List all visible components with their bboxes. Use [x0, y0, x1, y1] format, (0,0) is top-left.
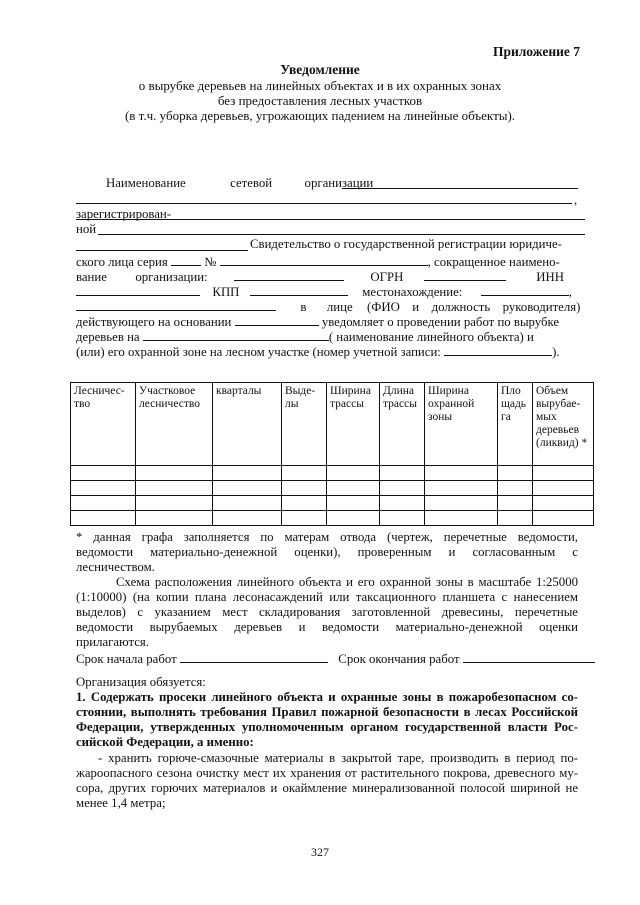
text: (или) его охранной зоне на лесном участке (номер учетной записи: — [76, 345, 441, 359]
basis-field[interactable] — [235, 312, 319, 326]
work-dates-line — [76, 649, 595, 667]
table-row[interactable] — [71, 466, 594, 481]
text: должность — [431, 300, 491, 314]
text: вание — [76, 270, 107, 284]
text: лице — [326, 300, 353, 314]
table-row[interactable] — [71, 511, 594, 526]
text: ). — [552, 345, 560, 359]
text: организации: — [135, 270, 208, 284]
appendix-label: Приложение 7 — [492, 44, 580, 59]
obligation-bold-4: сийской Федерации, а именно: — [76, 735, 254, 749]
registered-label-2: ной — [76, 222, 97, 236]
kpp-line: КПП местонахождение: , — [76, 282, 572, 300]
text: действующего на основании — [76, 315, 232, 329]
footnote-line-2: ведомости материально-денежной оценки), проверенным и согласованным с — [76, 545, 578, 559]
text: организации — [304, 176, 374, 190]
org-name-field-cont[interactable] — [76, 203, 572, 204]
text: ОГРН — [370, 270, 404, 284]
text: № — [204, 255, 217, 269]
text: (ФИО — [367, 300, 400, 314]
linear-object-field[interactable] — [143, 327, 329, 341]
subtitle-line-3: (в т.ч. уборка деревьев, угрожающих падением на линейные объекты). — [124, 108, 516, 123]
registered-field-2[interactable] — [98, 234, 585, 235]
scheme-line-5: прилагаются. — [76, 635, 149, 649]
scheme-line-4: ведомости вырубаемых деревьев и ведомости материально-денежной оценки — [76, 620, 578, 634]
obligation-bold-2: стоянии, выполнять требования Правил пожарной безопасности в лесах Российской — [76, 705, 578, 719]
felling-table — [70, 382, 594, 526]
end-date-field[interactable] — [463, 649, 595, 663]
start-date-field[interactable] — [180, 649, 328, 663]
registered-field-3[interactable] — [76, 250, 248, 251]
short-name-field[interactable] — [234, 267, 344, 281]
text: ского лица серия — [76, 255, 168, 269]
text: деревьев на — [76, 330, 140, 344]
registered-label: зарегистрирован- — [76, 207, 172, 221]
series-field[interactable] — [171, 252, 201, 266]
col-district-forestry: Участковое лесничество — [136, 383, 213, 466]
start-label: Срок начала работ — [76, 652, 177, 666]
text: Наименование — [106, 176, 186, 190]
text: сетевой — [230, 176, 273, 190]
certificate-text: Свидетельство о государственной регистрации юридиче- — [250, 237, 562, 251]
text: и — [412, 300, 420, 314]
registered-field-1[interactable] — [76, 219, 585, 220]
text: ( наименование линейного объекта) и — [328, 330, 534, 344]
obligation-para-3: сора, других горючих материалов и окаймление минерализованной полосой шириной не — [76, 781, 578, 795]
col-volume: Объем вырубае-мых деревьев (ликвид) * — [533, 383, 594, 466]
kpp-field[interactable] — [250, 282, 348, 296]
obligation-para-4: менее 1,4 метра; — [76, 796, 166, 810]
table-header-row — [71, 383, 594, 466]
col-route-width: Ширина трассы — [327, 383, 380, 466]
table-row[interactable] — [71, 481, 594, 496]
scheme-line-1: Схема расположения линейного объекта и его охранной зоны в масштабе 1:25000 — [116, 575, 578, 589]
record-number-field[interactable] — [444, 342, 552, 356]
scheme-line-3: выделов) с указанием мест складирования заготовленной древесины, перечетные — [76, 605, 578, 619]
text: в — [300, 300, 307, 314]
org-name-field[interactable] — [342, 188, 578, 189]
scheme-line-2: (1:10000) (на копии плана лесонасаждений или таксационного планшета с нанесением — [76, 590, 578, 604]
comma: , — [574, 193, 578, 207]
table-row[interactable] — [71, 496, 594, 511]
org-name-label — [106, 176, 373, 191]
location-field-cont[interactable] — [76, 297, 276, 311]
text: КПП — [212, 285, 240, 299]
text: руководителя) — [502, 300, 581, 314]
col-forestry: Лесничес-тво — [71, 383, 136, 466]
col-area: Пло щадь га — [498, 383, 533, 466]
col-route-length: Длина трассы — [380, 383, 425, 466]
document-title: Уведомление — [280, 62, 360, 77]
obligations-intro: Организация обязуется: — [76, 675, 206, 689]
subtitle-line-1: о вырубке деревьев на линейных объектах и в их охранных зонах — [138, 78, 502, 93]
end-label: Срок окончания работ — [338, 652, 460, 666]
ogrn-field[interactable] — [424, 267, 506, 281]
text: местонахождение: — [362, 285, 463, 299]
record-line — [76, 342, 560, 360]
text: ИНН — [536, 270, 564, 284]
footnote-line-3: лесничеством. — [76, 560, 155, 574]
obligation-para-2: жароопасного сезона очистку мест их хранения от растительного покрова, древесного му- — [76, 766, 578, 780]
obligation-para-1: - хранить горюче-смазочные материалы в закрытой таре, производить в период по- — [98, 751, 578, 765]
footnote-line-1: * данная графа заполняется по матерам отвода (чертеж, перечетные ведомости, — [76, 530, 578, 544]
page-number: 327 — [311, 845, 329, 859]
inn-field[interactable] — [76, 282, 200, 296]
col-zone-width: Ширина охранной зоны — [425, 383, 498, 466]
col-allotments: Выде-лы — [282, 383, 327, 466]
text: , сокращенное наимено- — [427, 255, 560, 269]
subtitle-line-2: без предоставления лесных участков — [217, 93, 423, 108]
col-quarters: кварталы — [213, 383, 282, 466]
obligation-bold-3: Федерации, утвержденных уполномоченным органом государственной власти Рос- — [76, 720, 578, 734]
number-field[interactable] — [220, 252, 428, 266]
obligation-bold-1: 1. Содержать просеки линейного объекта и охранные зоны в пожаробезопасном со- — [76, 690, 578, 704]
location-field[interactable] — [481, 282, 569, 296]
text: уведомляет о проведении работ по вырубке — [321, 315, 560, 329]
